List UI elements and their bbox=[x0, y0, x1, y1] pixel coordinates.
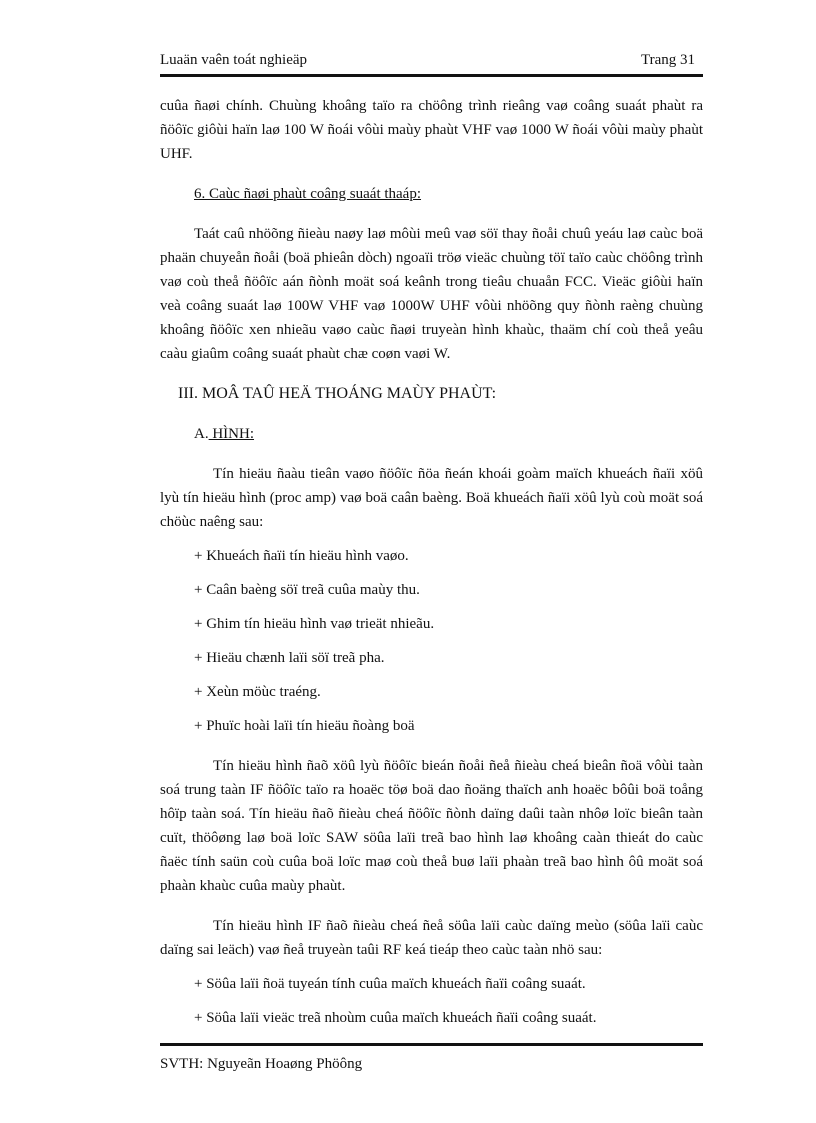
list-item: + Söûa laïi vieäc treã nhoùm cuûa maïch khueách ñaïi coâng suaát. bbox=[194, 1010, 597, 1026]
paragraph: Tín hieäu hình ñaõ xöû lyù ñöôïc bieán ñoåi ñeå ñieàu cheá bieân ñoä vôùi taàn soá trung taàn IF ñöôïc taïo ra hoaëc töø boä dao ñoäng thaïch anh hoaëc bôûi boä toång hôïp taàn soá. Tín hieäu ñaõ ñieàu cheá ñöôïc ñònh daïng daûi taàn nhôø loïc bieân taàn cuït, thöôøng laø boä loïc SAW söûa laïi treã bao hình laø khoâng caàn thieát do caùc ñaëc tính saün coù cuûa boä loïc maø coù theå buø laïi phaàn treã bao hình ôû moät soá phaàn khaùc cuûa maùy phaùt. bbox=[160, 758, 703, 894]
paragraph: Taát caû nhöõng ñieàu naøy laø môùi meû vaø söï thay ñoåi chuû yeáu laø caùc boä phaän chuyeån ñoåi (boä phieân dòch) ngoaïi tröø vieäc chuùng töï taïo caùc chöông trình vaø coù theå ñöôïc aán ñònh moät soá keânh trong tieâu chuaån FCC. Vieäc giôùi haïn veà coâng suaát laø 100W VHF vaø 1000W UHF vôùi nhöõng quy ñònh raèng chuùng khoâng ñöôïc xen nhieãu vaøo caùc ñaøi truyeàn hình khaùc, thaäm chí coù theå yeâu caàu giaûm coâng suaát phaùt chæ coøn vaøi W. bbox=[160, 226, 703, 362]
page-number: Trang 31 bbox=[640, 52, 695, 68]
paragraph: cuûa ñaøi chính. Chuùng khoâng taïo ra chöông trình rieâng vaø coâng suaát phaùt ra ñöôïc giôùi haïn laø 100 W ñoái vôùi maùy phaùt VHF vaø 1000 W ñoái vôùi maùy phaùt UHF. bbox=[160, 98, 703, 162]
subheading-6: 6. Caùc ñaøi phaùt coâng suaát thaáp: bbox=[194, 186, 422, 202]
list-item: + Caân baèng söï treã cuûa maùy thu. bbox=[194, 582, 420, 598]
subheading-a-text: HÌNH: bbox=[208, 426, 255, 442]
footer-rule bbox=[160, 1043, 703, 1046]
list-item: + Phuïc hoài laïi tín hieäu ñoàng boä bbox=[194, 718, 415, 734]
list-item: + Xeùn möùc traéng. bbox=[194, 684, 321, 700]
paragraph: Tín hieäu ñaàu tieân vaøo ñöôïc ñöa ñeán khoái goàm maïch khueách ñaïi xöû lyù tín hieäu hình (proc amp) vaø boä caân baèng. Boä khueách ñaïi xöû lyù coù moät soá chöùc naêng sau: bbox=[160, 466, 703, 530]
page-footer: SVTH: Nguyeãn Hoaøng Phöông bbox=[160, 1056, 363, 1072]
list-item: + Söûa laïi ñoä tuyeán tính cuûa maïch khueách ñaïi coâng suaát. bbox=[194, 976, 586, 992]
list-item: + Ghim tín hieäu hình vaø trieät nhieãu. bbox=[194, 616, 435, 632]
page-body bbox=[160, 94, 703, 1030]
subheading-a-prefix: A. bbox=[194, 426, 209, 442]
paragraph: Tín hieäu hình IF ñaõ ñieàu cheá ñeå söûa laïi caùc daïng meùo (söûa laïi caùc daïng sai leäch) vaø ñeå truyeàn taûi RF keá tieáp theo caùc taàn nhö sau: bbox=[160, 918, 703, 958]
list-item: + Hieäu chænh laïi söï treã pha. bbox=[194, 650, 385, 666]
header-rule bbox=[160, 74, 703, 77]
document-page bbox=[160, 0, 703, 1123]
header-title: Luaän vaên toát nghieäp bbox=[160, 52, 308, 68]
list-item: + Khueách ñaïi tín hieäu hình vaøo. bbox=[194, 548, 409, 564]
subheading-a bbox=[160, 422, 703, 446]
section-heading-iii: III. MOÂ TAÛ HEÄ THOÁNG MAÙY PHAÙT: bbox=[178, 385, 497, 402]
